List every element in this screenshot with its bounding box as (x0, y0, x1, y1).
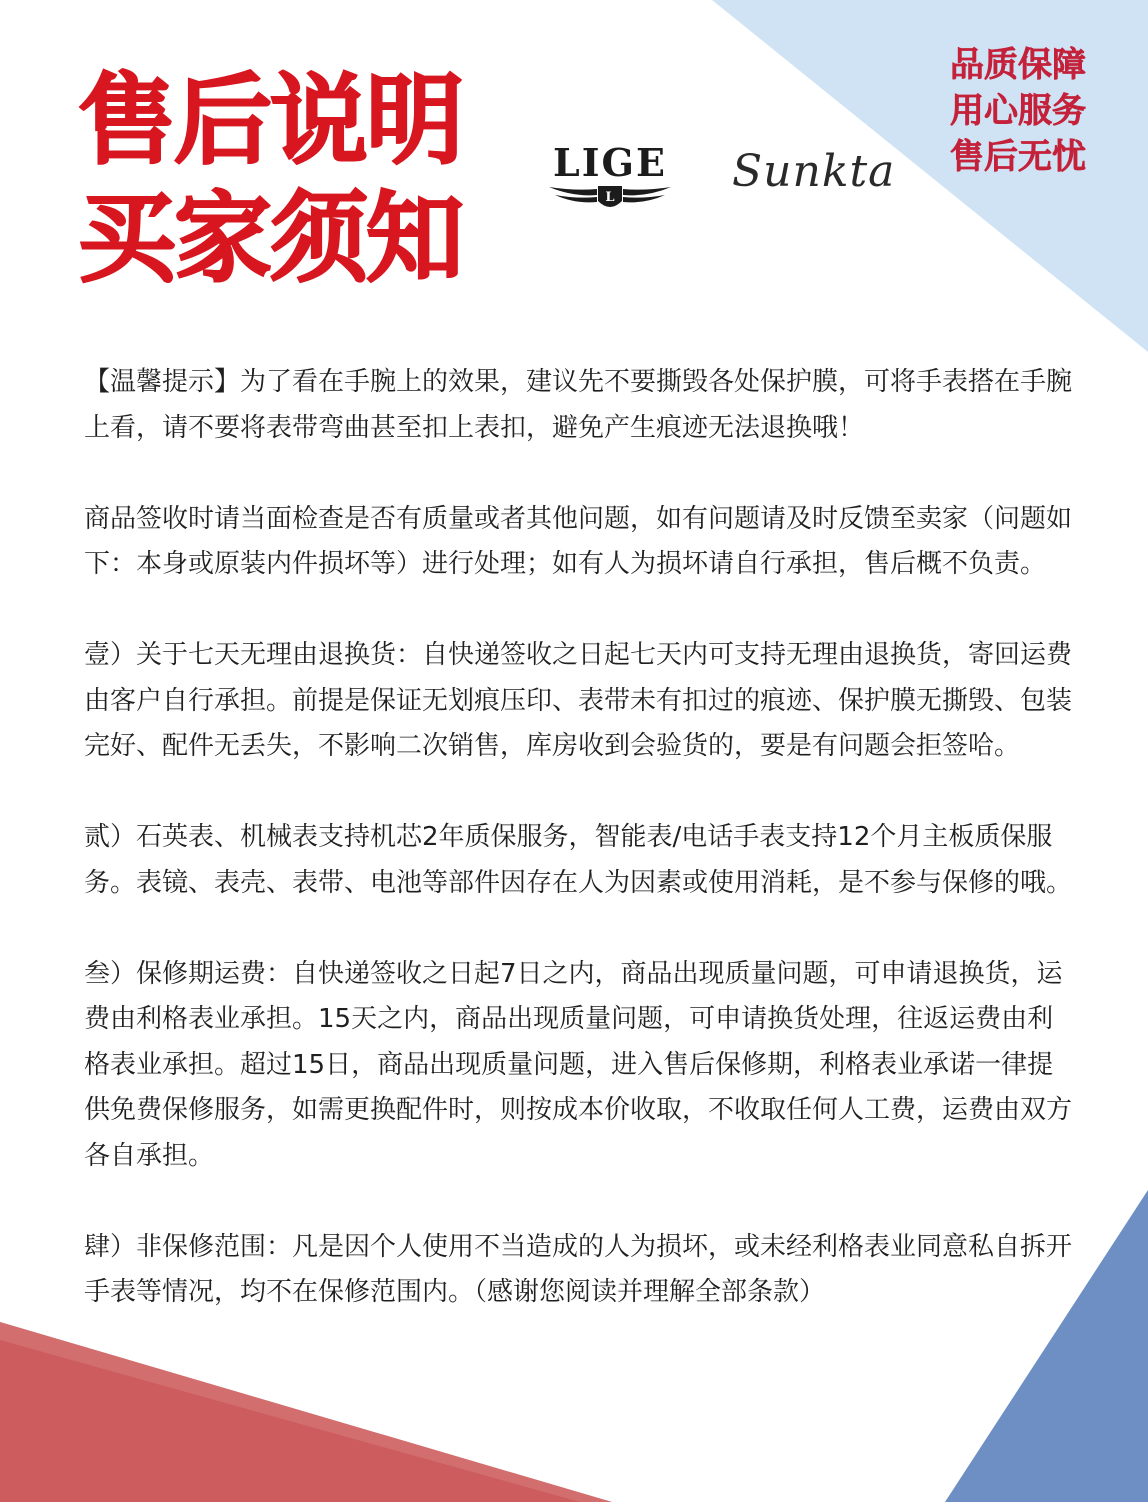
shipping-fee-paragraph: 叁）保修期运费：自快递签收之日起7日之内，商品出现质量问题，可申请退换货，运费由利格表业承担。15天之内，商品出现质量问题，可申请换货处理，往返运费由利格表业承担。超过15日，商品出现质量问题，进入售后保修期，利格表业承诺一律提供免费保修服务，如需更换配件时，则按成本价收取，不收取任何人工费，运费由双方各自承担。 (84, 958, 1073, 1171)
warranty-paragraph: 贰）石英表、机械表支持机芯2年质保服务，智能表/电话手表支持12个月主板质保服务。表镜、表壳、表带、电池等部件因存在人为因素或使用消耗，是不参与保修的哦。 (84, 822, 1073, 898)
lige-badge-letter: L (605, 190, 615, 205)
page-title (78, 62, 462, 298)
lige-logo-text: LIGE (553, 140, 667, 185)
after-sales-terms (84, 360, 1074, 1361)
slogan-aftersales: 售后无忧 (950, 137, 1086, 177)
slogan-list (950, 42, 1086, 180)
warm-tip-paragraph: 【温馨提示】为了看在手腕上的效果，建议先不要撕毁各处保护膜，可将手表搭在手腕上看，请不要将表带弯曲甚至扣上表扣，避免产生痕迹无法退换哦！ (84, 367, 1073, 443)
inspection-paragraph: 商品签收时请当面检查是否有质量或者其他问题，如有问题请及时反馈至卖家（问题如下：本身或原装内件损坏等）进行处理；如有人为损坏请自行承担，售后概不负责。 (84, 503, 1073, 579)
slogan-service: 用心服务 (950, 91, 1086, 131)
title-line-2: 买家须知 (78, 182, 463, 296)
title-line-1: 售后说明 (78, 64, 463, 178)
slogan-quality: 品质保障 (950, 45, 1086, 85)
sunkta-logo: Sunkta (732, 146, 896, 197)
non-warranty-paragraph: 肆）非保修范围：凡是因个人使用不当造成的人为损坏，或未经利格表业同意私自拆开手表等情况，均不在保修范围内。（感谢您阅读并理解全部条款） (84, 1231, 1073, 1307)
lige-logo (540, 140, 680, 217)
seven-day-return-paragraph: 壹）关于七天无理由退换货：自快递签收之日起七天内可支持无理由退换货，寄回运费由客户自行承担。前提是保证无划痕压印、表带未有扣过的痕迹、保护膜无撕毁、包装完好、配件无丢失，不影响二次销售，库房收到会验货的，要是有问题会拒签哈。 (84, 640, 1073, 761)
lige-wings-icon (545, 183, 675, 217)
